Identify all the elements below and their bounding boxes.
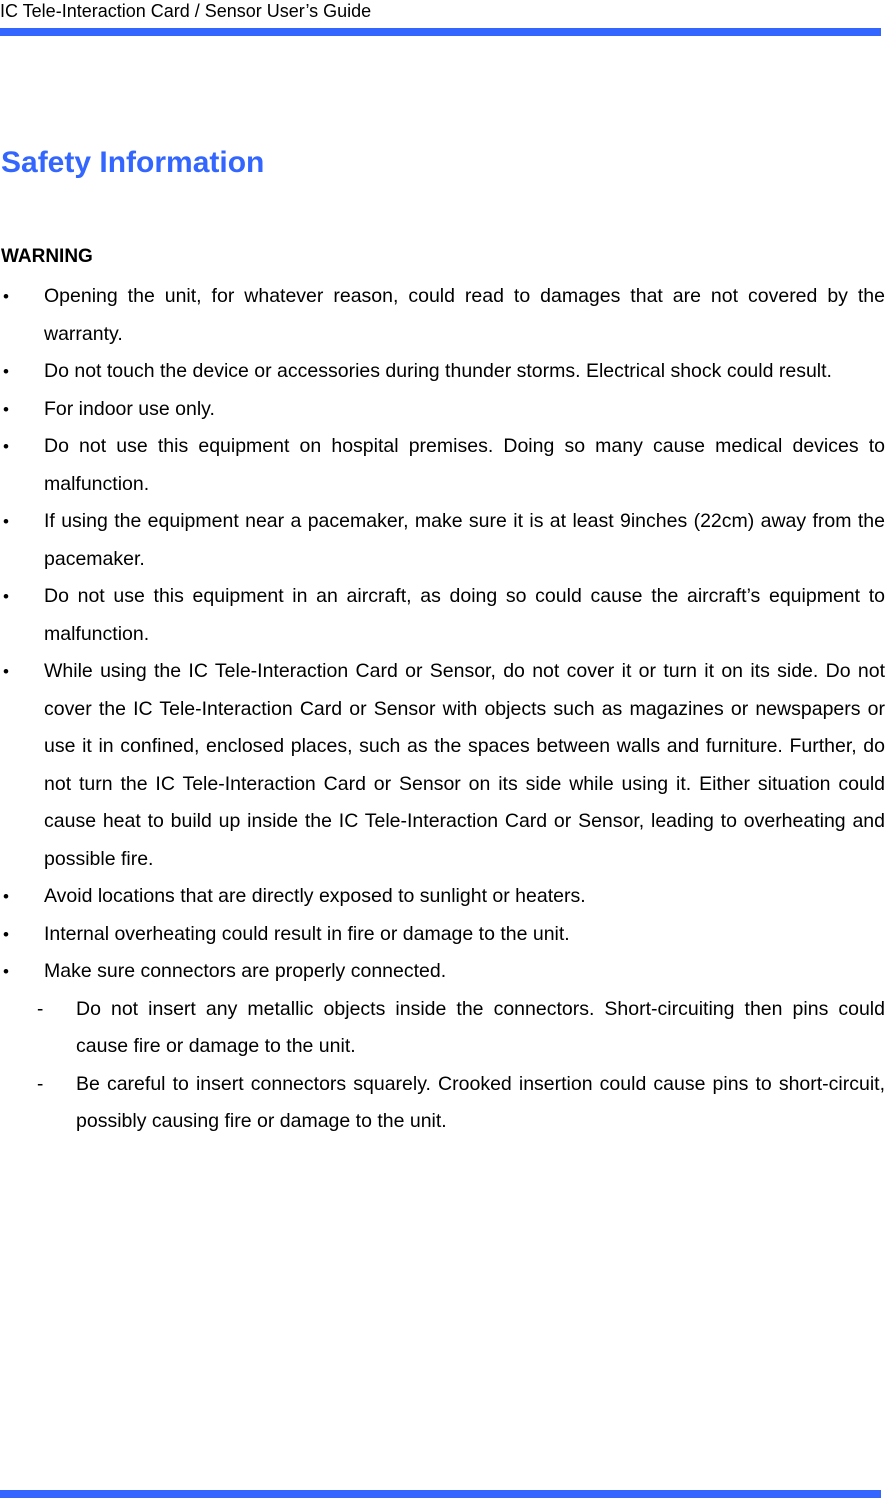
bullet-marker: •: [3, 512, 9, 531]
bullet-marker: •: [3, 924, 9, 944]
list-item: [0, 353, 885, 391]
dash-marker: -: [37, 1073, 44, 1095]
list-item-text: Internal overheating could result in fire or damage to the unit.: [44, 922, 570, 945]
bullet-marker: •: [3, 399, 9, 419]
list-item-text: Make sure connectors are properly connected.: [44, 960, 447, 982]
list-item: [0, 653, 885, 878]
bullet-marker: •: [3, 587, 9, 606]
list-item-text: Avoid locations that are directly exposed to sunlight or heaters.: [44, 885, 586, 907]
bullet-marker: •: [3, 362, 9, 381]
bullet-marker: •: [3, 887, 9, 906]
list-item: [0, 503, 885, 578]
list-item: [0, 953, 885, 991]
list-item: [0, 578, 885, 653]
sub-list-item: [0, 1066, 885, 1141]
warning-list: [0, 278, 885, 1141]
list-item-text: Opening the unit, for whatever reason, could read to damages that are not covered by the warranty.: [44, 285, 885, 345]
list-item: [0, 916, 885, 954]
list-item-text: If using the equipment near a pacemaker, make sure it is at least 9inches (22cm) away from the pacemaker.: [44, 510, 885, 570]
list-item-text: Be careful to insert connectors squarely. Crooked insertion could cause pins to short-circuit, possibly causing fire or damage to the unit.: [76, 1072, 885, 1132]
list-item-text: For indoor use only.: [44, 397, 215, 420]
list-item-text: Do not touch the device or accessories during thunder storms. Electrical shock could result.: [44, 360, 832, 382]
running-header: IC Tele-Interaction Card / Sensor User’s Guide: [0, 1, 372, 21]
footer-rule: [0, 1490, 881, 1498]
bullet-marker: •: [3, 437, 9, 456]
list-item-text: While using the IC Tele-Interaction Card or Sensor, do not cover it or turn it on its side. Do not cover the IC Tele-Interaction Card or Sensor with objects such as magazines or newspapers or use it in confined, enclosed places, such as the spaces between walls and furniture. Further, do not turn the IC Tele-Interaction Card or Sensor on its side while using it. Either situation could cause heat to build up inside the IC Tele-Interaction Card or Sensor, leading to overheating and possible fire.: [44, 660, 885, 870]
dash-marker: -: [37, 998, 44, 1020]
list-item: [0, 428, 885, 503]
bullet-marker: •: [3, 287, 9, 306]
list-item: [0, 391, 885, 429]
section-title: Safety Information: [1, 146, 265, 179]
sub-list-item: [0, 991, 885, 1066]
list-item: [0, 278, 885, 353]
header-rule: [0, 28, 881, 36]
bullet-marker: •: [3, 662, 9, 681]
warning-heading: WARNING: [1, 246, 93, 267]
list-item: [0, 878, 885, 916]
list-item-text: Do not use this equipment in an aircraft, as doing so could cause the aircraft’s equipment to malfunction.: [44, 585, 885, 645]
bullet-marker: •: [3, 962, 9, 981]
list-item-text: Do not use this equipment on hospital premises. Doing so many cause medical devices to malfunction.: [44, 435, 885, 495]
list-item-text: Do not insert any metallic objects inside the connectors. Short-circuiting then pins could cause fire or damage to the unit.: [76, 997, 885, 1057]
